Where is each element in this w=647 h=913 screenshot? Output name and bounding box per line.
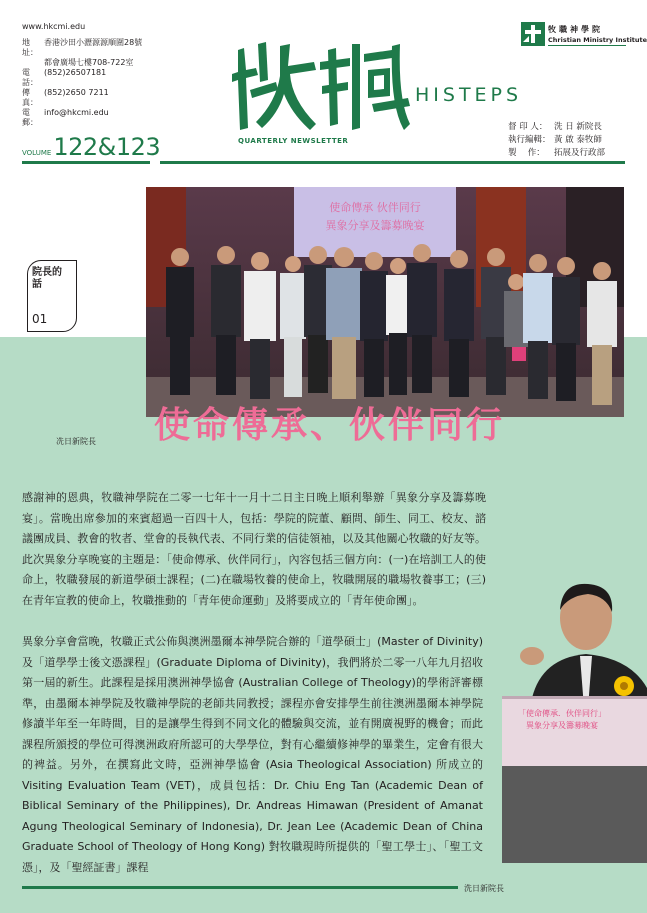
contact-row: 電郵： info@hkcmi.edu <box>22 108 109 127</box>
header-rule-left <box>22 161 150 164</box>
institute-emblem-icon <box>521 22 545 46</box>
website-url[interactable]: www.hkcmi.edu <box>22 22 86 31</box>
section-tab-label: 院長的話 <box>32 267 62 290</box>
logo-underline <box>548 45 626 46</box>
photo-banner-line1: 異象分享及籌募晚宴 <box>325 219 425 232</box>
credit-row: 製 作： 拓展及行政部 <box>508 148 606 158</box>
masthead-calligraphy-logo <box>232 40 412 132</box>
quarterly-newsletter-label: QUARTERLY NEWSLETTER <box>238 137 349 145</box>
histeps-wordmark: HISTEPS <box>415 84 523 106</box>
article-paragraph-1: 感謝神的恩典，牧職神學院在二零一七年十一月十二日主日晚上順利舉辦「異象分享及籌募晚宴」。當晚出席參加的來賓超過一百四十人，包括：學院的院董、顧問、師生、同工、校友、諮議團成員、教會的牧者、堂會的長執代表、不同行業的信徒領袖，以及其他關心牧職的好友等。此次異象分享晚宴的主題是：「使命傳承、伙伴同行」，內容包括三個方向：(一)在培訓工人的使命上，牧職發展的新道學碩士課程；(二)在職場牧養的使命上，牧職開展的職場牧養事工；(三)在青年宣教的使命上，牧職推動的「青年使命運動」及將要成立的「青年使命團」。 <box>22 491 486 607</box>
contact-row: 電話： (852)26507181 <box>22 68 107 87</box>
article-paragraph-2: 異象分享會當晚，牧職正式公佈與澳洲墨爾本神學院合辦的「道學碩士」(Master of Divinity) 及「道學學士後文憑課程」(Graduate Diploma of Divinity)，我們將於二零一八年九月招收第一屆的新生。此課程是採用澳洲神學協會 (Australian College of Theology)的學術評審標準，由墨爾本神學院及牧職神學院的老師共同教授；課程亦會安排學生前往澳洲墨爾本神學院修讀半年至一年時間，目的是讓學生得到不同文化的體驗與交流，並有開廣視野的機會；而此課程所頒授的學位可得澳洲政府所認可的大學學位，對有心繼續修神學的畢業生，定會有很大的裨益。另外，在撰寫此文時，亞洲神學協會 (Asia Theological Association) 所成立的 Visiting Evaluation Team (VET)，成員包括：Dr. Chiu Eng Tan (Academic Dean of Biblical Seminary of the Philippines), Dr. Andreas Himawan (President of Amanat Agung Theological Seminary of Indonesia), Dr. Jean Lee (Academic Dean of China Graduate School of Theology of Hong Kong) 對牧職現時所提供的「聖工學士」、「聖工文憑」，及「聖經証書」課程 <box>22 635 483 874</box>
volume-label: VOLUME <box>22 149 52 157</box>
article-author: 冼日新院長 <box>56 437 96 446</box>
footer-rule <box>22 886 458 889</box>
contact-row: 地址： 香港沙田小瀝源源順圍28號 <box>22 38 143 57</box>
volume-number: 122&123 <box>53 133 161 161</box>
podium-sign-line1: 「使命傳承．伙伴同行」 <box>518 709 606 718</box>
section-tab <box>27 260 77 332</box>
header-rule-right <box>160 161 625 164</box>
institute-name-english: Christian Ministry Institute <box>548 36 647 44</box>
photo-banner-line2: 使命傳承 伙伴同行 <box>329 201 421 214</box>
podium-sign-line2: 異象分享及籌募晚宴 <box>526 721 598 730</box>
contact-row: 都會廣場七樓708-722室 <box>44 58 134 67</box>
editorial-credits <box>508 121 605 160</box>
speaker-photo <box>502 578 647 863</box>
section-tab-number: 01 <box>32 312 48 326</box>
institute-name-chinese: 牧職神學院 <box>548 25 603 34</box>
credit-row: 督 印 人： 洗 日 新院長 <box>508 122 602 132</box>
group-photo <box>146 187 624 417</box>
volume-indicator <box>22 133 160 161</box>
article-headline: 使命傳承、伙伴同行 <box>154 404 506 446</box>
contact-row: 傳真： (852)2650 7211 <box>22 88 109 107</box>
credit-row: 執行編輯： 黃 啟 泰牧師 <box>508 135 602 145</box>
contact-info <box>22 22 142 128</box>
footer-author: 洗日新院長 <box>464 884 504 893</box>
